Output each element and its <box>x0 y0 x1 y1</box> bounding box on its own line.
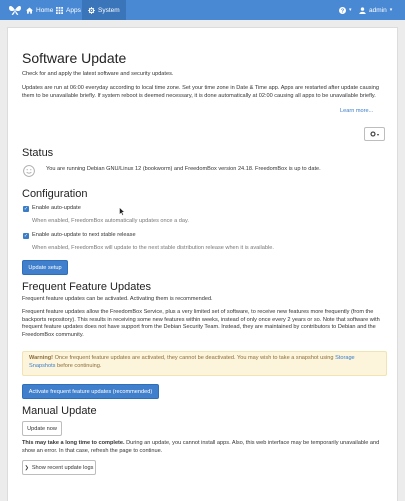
main-panel <box>7 27 398 501</box>
auto-update-checkbox[interactable]: ✓ <box>23 206 29 212</box>
manual-update-note <box>22 440 386 455</box>
frequent-updates-warning <box>22 351 387 376</box>
dist-update-label[interactable]: Enable auto-update to next stable release <box>32 232 136 238</box>
nav-apps-label: Apps <box>66 6 81 14</box>
freedombox-logo-icon[interactable] <box>8 4 22 16</box>
status-heading: Status <box>22 147 54 159</box>
user-name: admin <box>369 6 387 14</box>
warning-text: Once frequent feature updates are activated, they cannot be deactivated. You may wish to take a snapshot using <box>53 355 336 361</box>
warning-end: before continuing. <box>55 362 102 369</box>
top-navbar <box>0 0 405 20</box>
manual-note-strong: This may take a long time to complete. <box>22 440 125 446</box>
home-icon <box>26 7 33 14</box>
auto-update-label[interactable]: Enable auto-update <box>32 205 81 211</box>
dist-update-checkbox[interactable]: ✓ <box>23 233 29 239</box>
nav-system[interactable] <box>82 0 126 20</box>
svg-text:?: ? <box>340 8 345 14</box>
user-menu[interactable] <box>359 0 392 20</box>
activate-frequent-updates-button[interactable]: Activate frequent feature updates (recommended) <box>22 384 159 399</box>
nav-system-label: System <box>98 6 120 14</box>
update-schedule-description: Updates are run at 06:00 everyday according to local time zone. Set your time zone in Date & Time app. Apps are restarted after update causing them to be unavailable briefly. If system reboot is deemed necessary, it is done automatically at 02:00 causing all apps to be unavailable briefly. <box>22 85 379 99</box>
manual-update-heading: Manual Update <box>22 405 97 417</box>
manual-note-text: During an update, you cannot install apps. Also, this web interface may be temporarily unavailable and show an error. In that case, refresh the page to continue. <box>22 440 380 454</box>
nav-home-label: Home <box>36 6 54 14</box>
chevron-down-icon: ▾ <box>376 131 379 137</box>
nav-apps[interactable] <box>56 0 81 20</box>
grid-icon <box>56 7 63 14</box>
help-caret-icon: ▾ <box>349 7 352 13</box>
gear-icon <box>370 131 376 137</box>
storage-snapshots-link[interactable]: Storage Snapshots <box>29 355 355 369</box>
frequent-updates-heading: Frequent Feature Updates <box>22 281 152 293</box>
show-update-logs-label: Show recent update logs <box>31 464 94 471</box>
update-setup-button[interactable]: Update setup <box>22 260 68 275</box>
smile-icon <box>23 165 35 177</box>
page-subtitle: Check for and apply the latest software and security updates. <box>22 71 174 77</box>
configuration-heading: Configuration <box>22 188 88 200</box>
user-icon <box>359 7 366 14</box>
settings-dropdown-button[interactable] <box>364 127 385 141</box>
chevron-right-icon: ❯ <box>24 464 29 471</box>
frequent-updates-description: Frequent feature updates allow the FreedomBox Service, plus a very limited set of software, to receive new features more frequently (from the backports repository). This results in receiving some new features within weeks, instead of only once every 2 years or so. Note that software with frequent feature updates does not have support from the Debian Security Team. Instead, they are maintained by contributors to Debian and the FreedomBox community. <box>22 309 380 338</box>
nav-home[interactable] <box>26 0 53 20</box>
status-text: You are running Debian GNU/Linux 12 (bookworm) and FreedomBox version 24.18. FreedomBox is up to date. <box>46 166 321 172</box>
help-menu[interactable] <box>339 0 352 20</box>
help-icon <box>339 7 346 14</box>
frequent-updates-intro: Frequent feature updates can be activated. Activating them is recommended. <box>22 296 213 302</box>
user-caret-icon: ▾ <box>389 7 393 13</box>
page-title: Software Update <box>22 50 127 66</box>
show-update-logs-button[interactable] <box>22 460 96 475</box>
dist-update-help: When enabled, FreedomBox will update to the next stable distribution release when it is available. <box>32 245 274 251</box>
gear-icon <box>88 7 95 14</box>
warning-strong: Warning! <box>29 355 54 361</box>
update-now-button[interactable]: Update now <box>22 421 62 436</box>
mouse-cursor-icon <box>119 207 125 216</box>
learn-more-link[interactable]: Learn more... <box>340 108 374 114</box>
auto-update-help: When enabled, FreedomBox automatically updates once a day. <box>32 218 189 224</box>
